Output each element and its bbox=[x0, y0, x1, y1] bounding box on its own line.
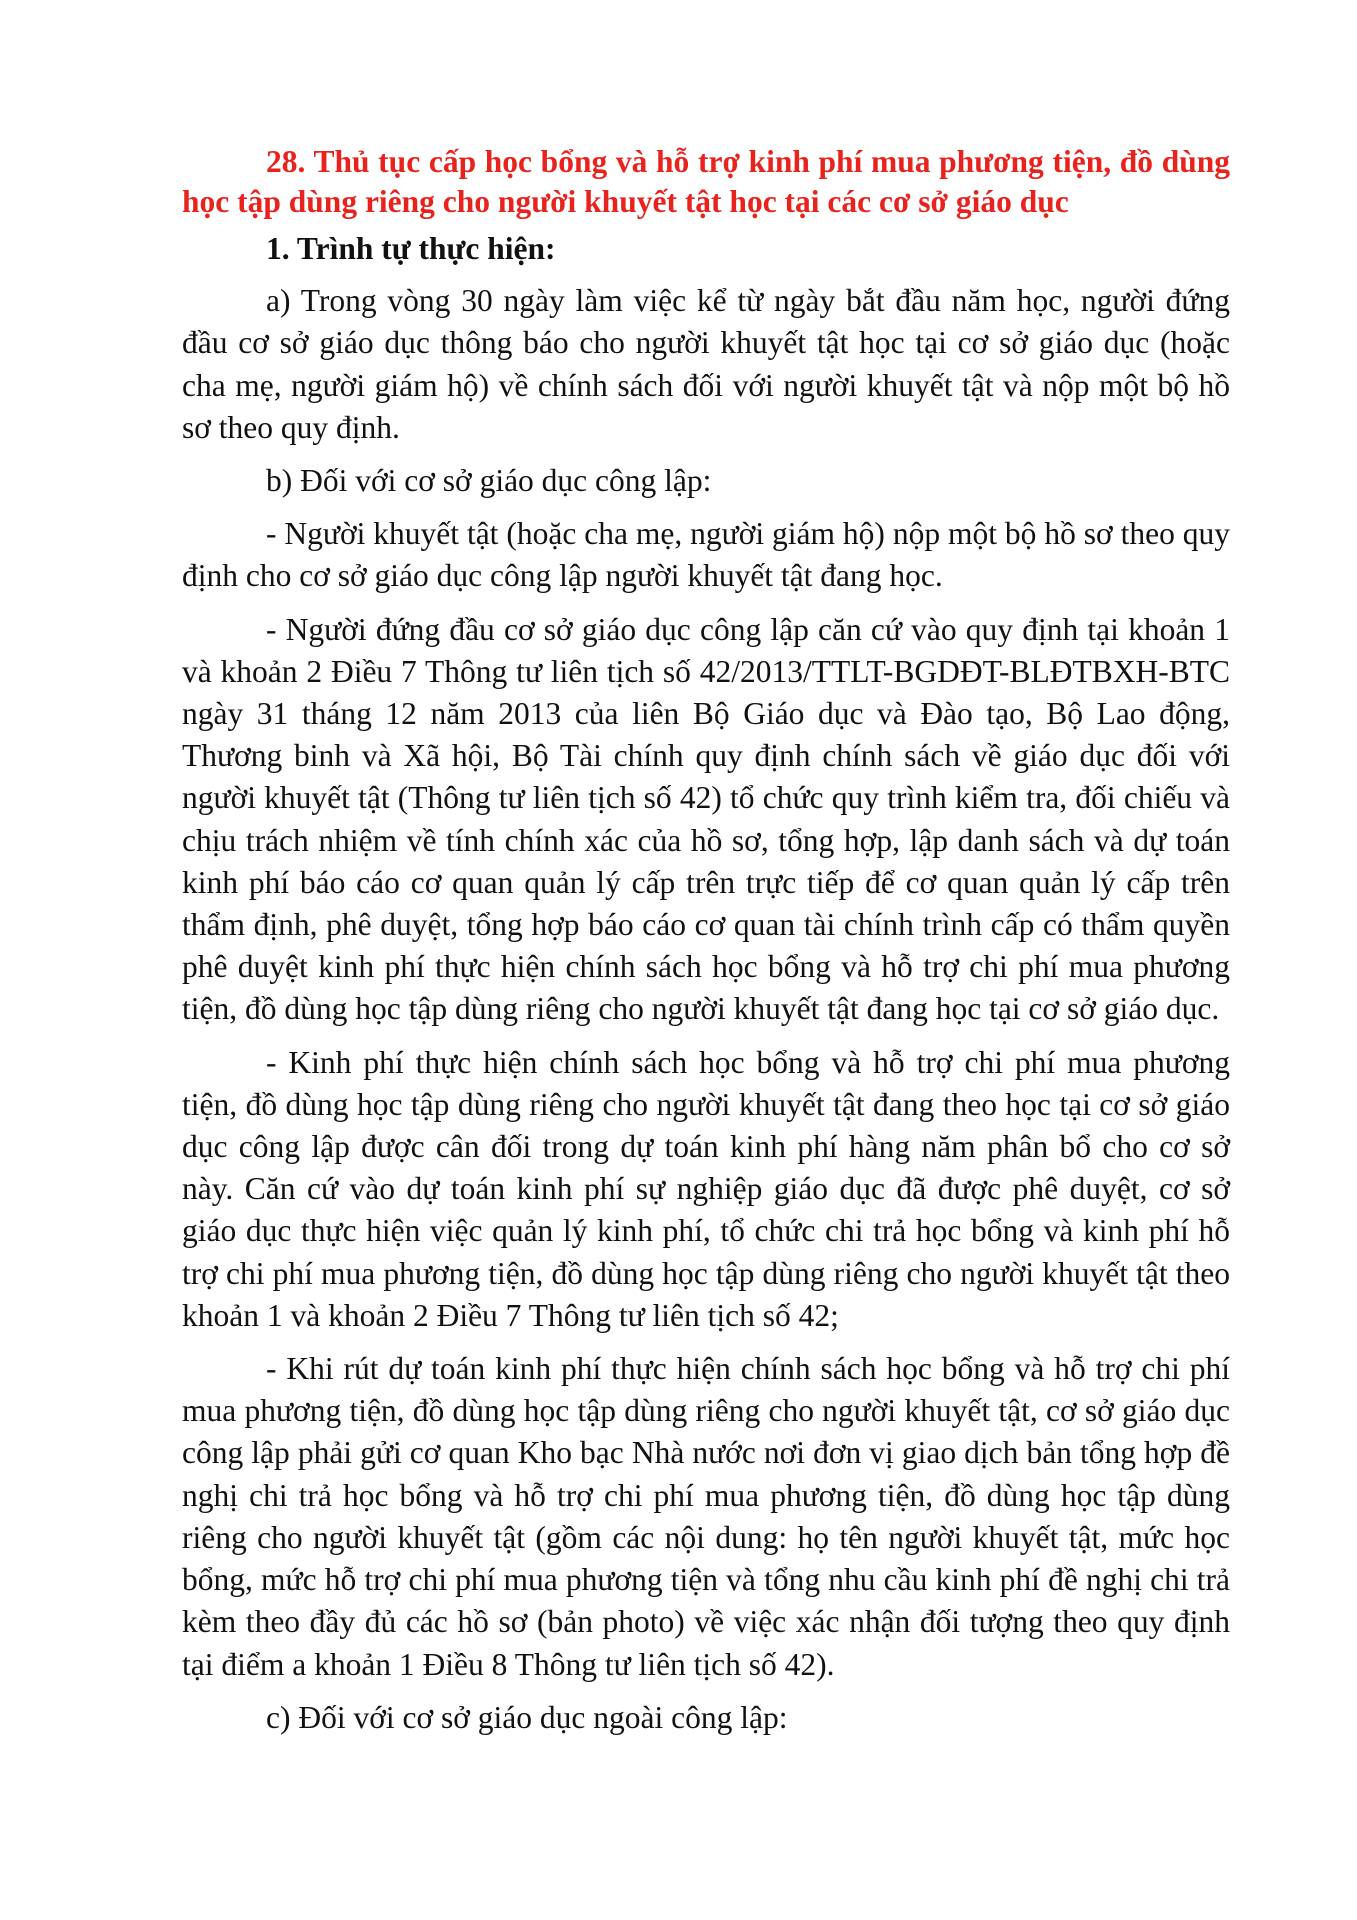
paragraph-b-item-3: - Kinh phí thực hiện chính sách học bổng và hỗ trợ chi phí mua phương tiện, đồ dùng học tập dùng riêng cho người khuyết tật đang theo học tại cơ sở giáo dục công lập được cân đối trong dự toán kinh phí hàng năm phân bổ cho cơ sở này. Căn cứ vào dự toán kinh phí sự nghiệp giáo dục đã được phê duyệt, cơ sở giáo dục thực hiện việc quản lý kinh phí, tổ chức chi trả học bổng và kinh phí hỗ trợ chi phí mua phương tiện, đồ dùng học tập dùng riêng cho người khuyết tật theo khoản 1 và khoản 2 Điều 7 Thông tư liên tịch số 42; bbox=[182, 1044, 1230, 1333]
paragraph-b-item-1: - Người khuyết tật (hoặc cha mẹ, người giám hộ) nộp một bộ hồ sơ theo quy định cho cơ sở giáo dục công lập người khuyết tật đang học. bbox=[182, 516, 1230, 594]
document-title: 28. Thủ tục cấp học bổng và hỗ trợ kinh phí mua phương tiện, đồ dùng học tập dùng riêng cho người khuyết tật học tại các cơ sở giáo dục bbox=[182, 144, 1230, 219]
section-heading: 1. Trình tự thực hiện: bbox=[266, 231, 556, 266]
document-page bbox=[182, 142, 1230, 1750]
paragraph-b-item-2: - Người đứng đầu cơ sở giáo dục công lập căn cứ vào quy định tại khoản 1 và khoản 2 Điều 7 Thông tư liên tịch số 42/2013/TTLT-BGDĐT-BLĐTBXH-BTC ngày 31 tháng 12 năm 2013 của liên Bộ Giáo dục và Đào tạo, Bộ Lao động, Thương binh và Xã hội, Bộ Tài chính quy định chính sách về giáo dục đối với người khuyết tật (Thông tư liên tịch số 42) tổ chức quy trình kiểm tra, đối chiếu và chịu trách nhiệm về tính chính xác của hồ sơ, tổng hợp, lập danh sách và dự toán kinh phí báo cáo cơ quan quản lý cấp trên trực tiếp để cơ quan quản lý cấp trên thẩm định, phê duyệt, tổng hợp báo cáo cơ quan tài chính trình cấp có thẩm quyền phê duyệt kinh phí thực hiện chính sách học bổng và hỗ trợ chi phí mua phương tiện, đồ dùng học tập dùng riêng cho người khuyết tật đang học tại cơ sở giáo dục. bbox=[182, 611, 1230, 1027]
paragraph-a: a) Trong vòng 30 ngày làm việc kể từ ngày bắt đầu năm học, người đứng đầu cơ sở giáo dục thông báo cho người khuyết tật học tại cơ sở giáo dục (hoặc cha mẹ, người giám hộ) về chính sách đối với người khuyết tật và nộp một bộ hồ sơ theo quy định. bbox=[182, 283, 1230, 445]
paragraph-b-item-4: - Khi rút dự toán kinh phí thực hiện chính sách học bổng và hỗ trợ chi phí mua phương tiện, đồ dùng học tập dùng riêng cho người khuyết tật, cơ sở giáo dục công lập phải gửi cơ quan Kho bạc Nhà nước nơi đơn vị giao dịch bản tổng hợp đề nghị chi trả học bổng và hỗ trợ chi phí mua phương tiện, đồ dùng học tập dùng riêng cho người khuyết tật (gồm các nội dung: họ tên người khuyết tật, mức học bổng, mức hỗ trợ chi phí mua phương tiện và tổng nhu cầu kinh phí đề nghị chi trả kèm theo đầy đủ các hồ sơ (bản photo) về việc xác nhận đối tượng theo quy định tại điểm a khoản 1 Điều 8 Thông tư liên tịch số 42). bbox=[182, 1351, 1230, 1682]
paragraph-b: b) Đối với cơ sở giáo dục công lập: bbox=[266, 463, 712, 499]
paragraph-c: c) Đối với cơ sở giáo dục ngoài công lập: bbox=[266, 1699, 788, 1735]
